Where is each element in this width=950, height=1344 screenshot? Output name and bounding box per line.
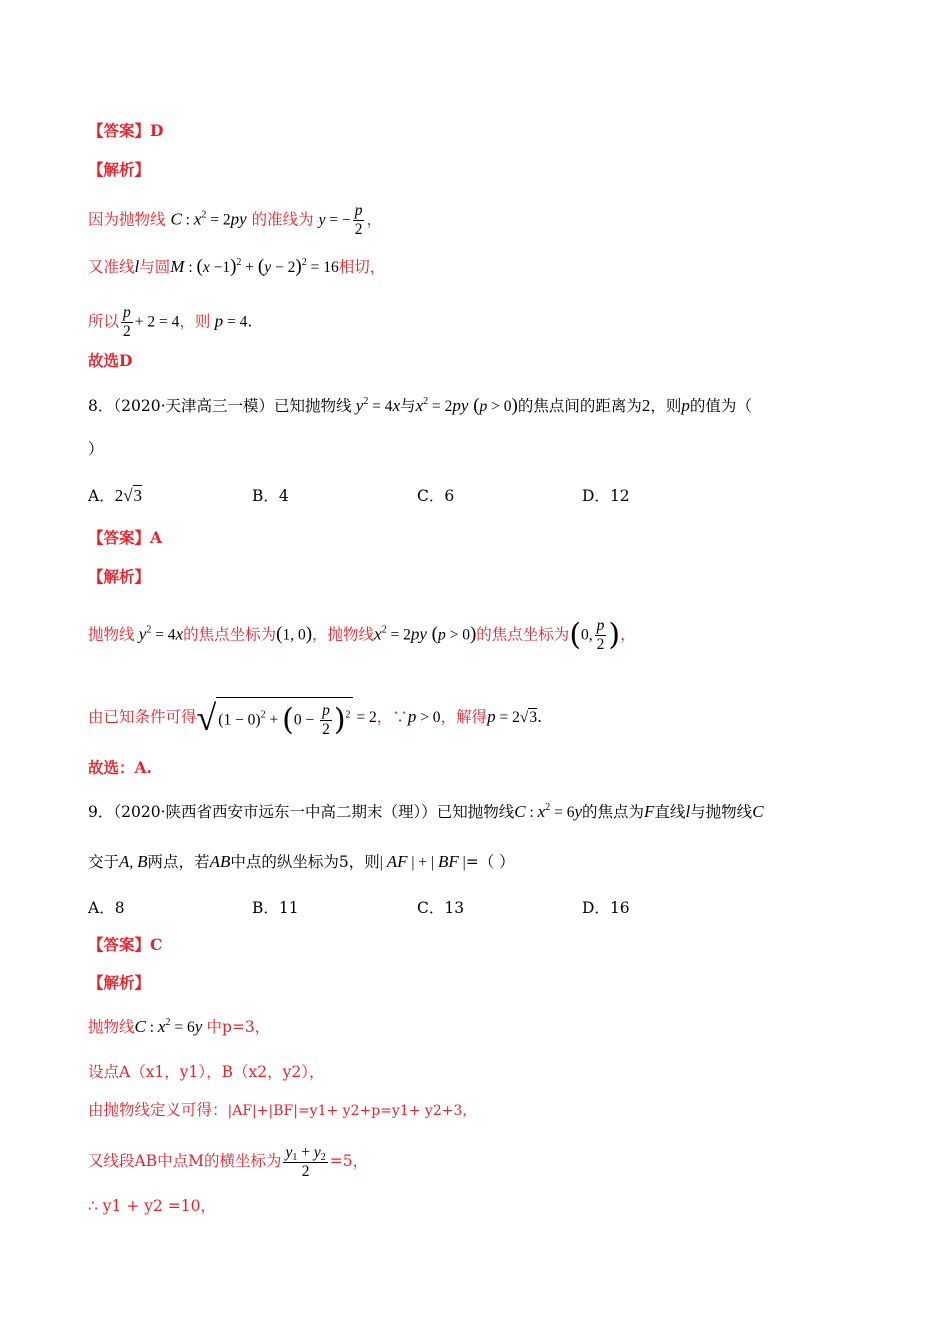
text-segment: 又准线 [88,258,135,276]
q7-analysis-line2: 又准线l与圆M : $(x -1)^2 + (y - 2)^2 = 16$相切， [88,256,386,277]
answer-value: A [150,528,163,547]
text-segment: ， [366,210,382,229]
text-segment: ，则 [650,397,682,415]
text-segment: 与抛物线 [690,803,753,821]
question-number: 8． [88,397,114,415]
analysis-label-q7: 【解析】 [88,160,151,179]
option-b: B．4 [252,487,289,505]
text-segment: 的焦点坐标为 [183,625,277,644]
q9-analysis-line4 [88,1143,368,1181]
text-segment: 中点的纵坐标为5，则 [230,853,380,871]
answer-line-q9 [88,934,162,956]
q9-analysis-line5: ∴ y1 + y2 =10， [88,1197,217,1215]
q9-analysis-line2: 设点A（x1，y1），B（x2，y2）， [88,1063,325,1081]
text-segment: =（ ） [465,853,515,871]
text-segment: 直线 [654,803,686,821]
answer-line-q8 [88,527,162,549]
q9-analysis-line3 [88,1099,476,1122]
text-segment: 由已知条件可得 [88,708,197,726]
q8-stem: 8．（2020·天津高三一模）已知抛物线 $y^2 = 4x$与$x^2 = 2py$ (p > 0)的焦点间的距离为2，则p的值为（ [88,395,752,416]
answer-label: 【答案】 [88,528,151,547]
text-segment: 两点，若 [147,853,210,871]
q7-conclusion: 故选D [88,351,133,370]
question-source: （2020·天津高三一模） [113,397,274,415]
q7-analysis-line1: 因为抛物线 C : $x^2 = 2py$ 的准线为 y = − $\frac{p}{2}$ ， [88,202,382,238]
text-segment: 相切， [338,258,386,276]
text-segment: 已知抛物线 [436,803,515,821]
answer-label: 【答案】 [88,935,151,954]
text-segment: |AF|+|BF|=y1+ y2+p=y1+ y2+3， [227,1103,477,1119]
option-d: D．16 [582,899,630,917]
answer-line-q7 [88,120,163,142]
text-segment: 由抛物线定义可得： [88,1101,228,1119]
text-segment: 的焦点为 [582,803,645,821]
fraction: $\frac{p}{2}$ [322,702,330,738]
option-b: B．11 [252,899,299,917]
analysis-label-q8: 【解析】 [88,567,151,586]
text-segment: 已知抛物线 [274,397,352,415]
answer-value: D [150,121,164,140]
text-segment: ，则 [179,312,211,331]
text-segment: . [247,312,253,331]
q9-stem-line1: 9．（2020·陕西省西安市远东一中高二期末（理））已知抛物线C : $x^2 = 6y$的焦点为F直线l与抛物线C [88,802,764,821]
text-segment: 抛物线 [88,1018,135,1036]
q7-analysis-line3: 所以 $\frac{p}{2}$ + 2 = 4，则 p = 4. [88,304,253,340]
text-segment: 的焦点间的距离为 [517,397,642,415]
q8-conclusion: 故选：A. [88,758,152,777]
text-segment: 抛物线 [88,625,135,644]
text-segment: 的焦点坐标为 [476,625,570,644]
text-segment: 因为抛物线 [88,210,166,229]
fraction: $\frac{p}{2}$ [354,202,363,238]
answer-label: 【答案】 [88,121,151,140]
question-number: 9． [88,803,114,821]
text-segment: . [537,708,543,726]
q9-analysis-line1: 抛物线C : $x^2 = 6y$ 中p=3， [88,1017,271,1036]
option-d: D．12 [582,487,630,505]
fraction: $\frac{p}{2}$ [123,304,131,340]
q8-stem-close: ） [88,440,104,458]
option-c: C．6 [417,487,455,505]
analysis-label-q9: 【解析】 [88,973,151,992]
text-segment: 的值为（ [689,397,752,415]
text-segment: 的准线为 [251,210,314,229]
text-segment: 所以 [88,312,120,331]
text-segment: 交于 [88,853,120,871]
question-source: （2020·陕西省西安市远东一中高二期末（理）） [113,803,437,821]
text-segment: 中p=3， [206,1018,271,1036]
option-a: A．8 [88,899,125,917]
option-c: C．13 [417,899,465,917]
text-segment: =5， [329,1152,369,1170]
text-segment: 与圆 [139,258,171,276]
text-segment: ，∵ [376,708,408,726]
formula: C [170,209,182,229]
text-segment: ，解得 [440,708,488,726]
text-segment: 又线段AB中点M的横坐标为 [88,1152,282,1170]
text-segment: ， [620,625,636,644]
option-a: A．2√3 [88,486,143,505]
fraction: $\frac{p}{2}$ [596,617,605,653]
q9-stem-line2: 交于A, B两点，若AB中点的纵坐标为5，则| AF | + | BF |=（ ） [88,852,515,871]
answer-value: C [150,935,163,954]
text-segment: 与 [400,397,416,415]
text-segment: ，抛物线 [312,625,375,644]
fraction: $\frac{y_1 + y_2}{2}$ [285,1144,326,1180]
q8-analysis-line2: 由已知条件可得√ $(1 - 0)^2 + (0$ − $\frac{p}{2}$ )$^2$ = 2，∵p > 0，解得p = 2√3. [88,698,543,738]
q8-analysis-line1: 抛物线 $y^2 = 4x$的焦点坐标为(1, 0)，抛物线$x^2 = 2py$ (p > 0)的焦点坐标为(0, $\frac{p}{2}$ )， [88,617,636,653]
